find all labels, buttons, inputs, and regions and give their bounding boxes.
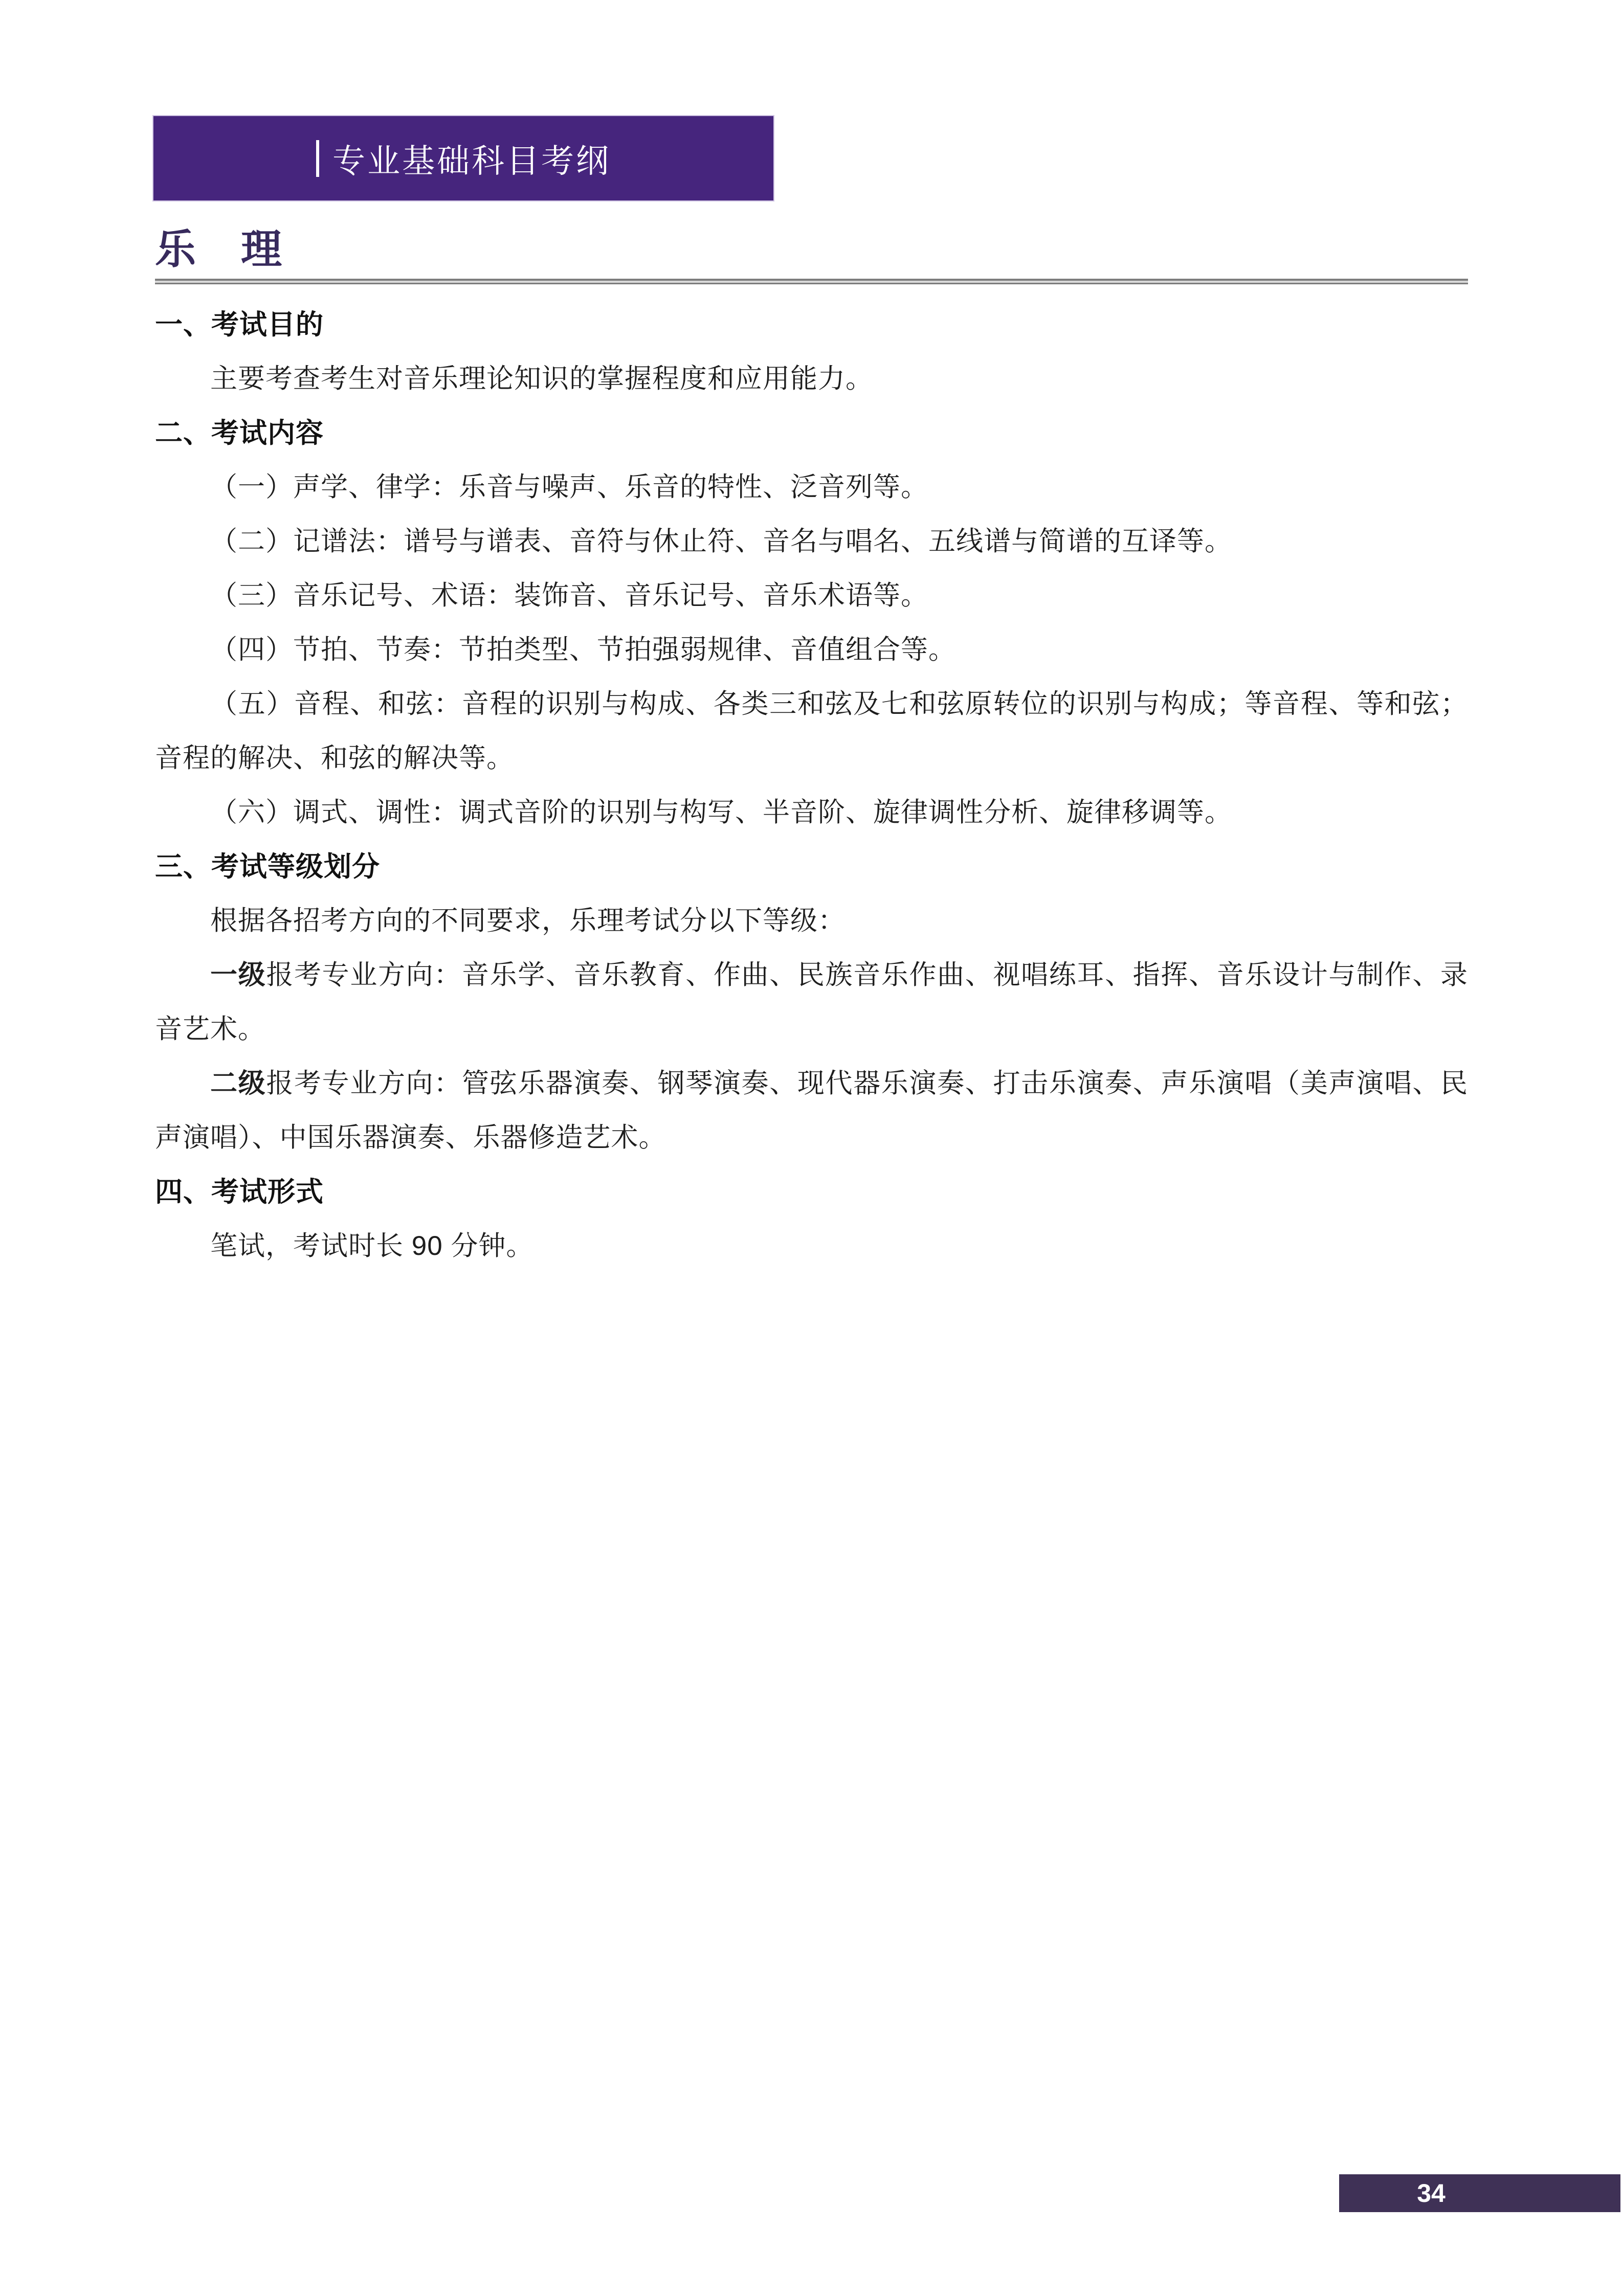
content-item-4: （四）节拍、节奏：节拍类型、节拍强弱规律、音值组合等。 [210,635,956,665]
content-item-3: （三）音乐记号、术语：装饰音、音乐记号、音乐术语等。 [210,580,928,611]
section-heading-exam-content: 二、考试内容 [155,418,324,448]
section-heading-exam-format: 四、考试形式 [155,1177,324,1207]
paragraph-exam-format: 笔试，考试时长 90 分钟。 [210,1231,534,1261]
page-title: 乐 理 [155,227,284,272]
section-heading-exam-levels: 三、考试等级划分 [155,851,380,882]
level-1-text: 报考专业方向：音乐学、音乐教育、作曲、民族音乐作曲、视唱练耳、指挥、音乐设计与制作、录音艺术。 [155,960,1469,1044]
page-number-badge [1339,2174,1620,2212]
title-divider [155,279,1468,284]
paragraph-exam-purpose: 主要考查考生对音乐理论知识的掌握程度和应用能力。 [210,364,873,394]
section-heading-exam-purpose: 一、考试目的 [155,309,324,340]
content-item-1: （一）声学、律学：乐音与噪声、乐音的特性、泛音列等。 [210,472,928,502]
level-2-text: 报考专业方向：管弦乐器演奏、钢琴演奏、现代器乐演奏、打击乐演奏、声乐演唱（美声演唱、民声演唱）、中国乐器演奏、乐器修造艺术。 [155,1068,1469,1153]
level-1-label: 一级 [210,960,266,990]
paragraph-level-2 [155,1056,1468,1165]
content-item-6: （六）调式、调性：调式音阶的识别与构写、半音阶、旋律调性分析、旋律移调等。 [210,797,1232,827]
banner-accent-bar-icon [316,140,319,177]
paragraph-levels-intro: 根据各招考方向的不同要求，乐理考试分以下等级： [210,906,846,936]
page-number: 34 [1417,2179,1446,2208]
section-header-banner [153,116,773,200]
content-item-5: （五）音程、和弦：音程的识别与构成、各类三和弦及七和弦原转位的识别与构成；等音程、等和弦；音程的解决、和弦的解决等。 [155,689,1468,773]
paragraph-level-1 [155,948,1468,1056]
level-2-label: 二级 [210,1068,266,1098]
banner-title: 专业基础科目考纲 [332,142,611,179]
document-body [155,298,1468,1273]
content-item-2: （二）记谱法：谱号与谱表、音符与休止符、音名与唱名、五线谱与简谱的互译等。 [210,526,1232,556]
